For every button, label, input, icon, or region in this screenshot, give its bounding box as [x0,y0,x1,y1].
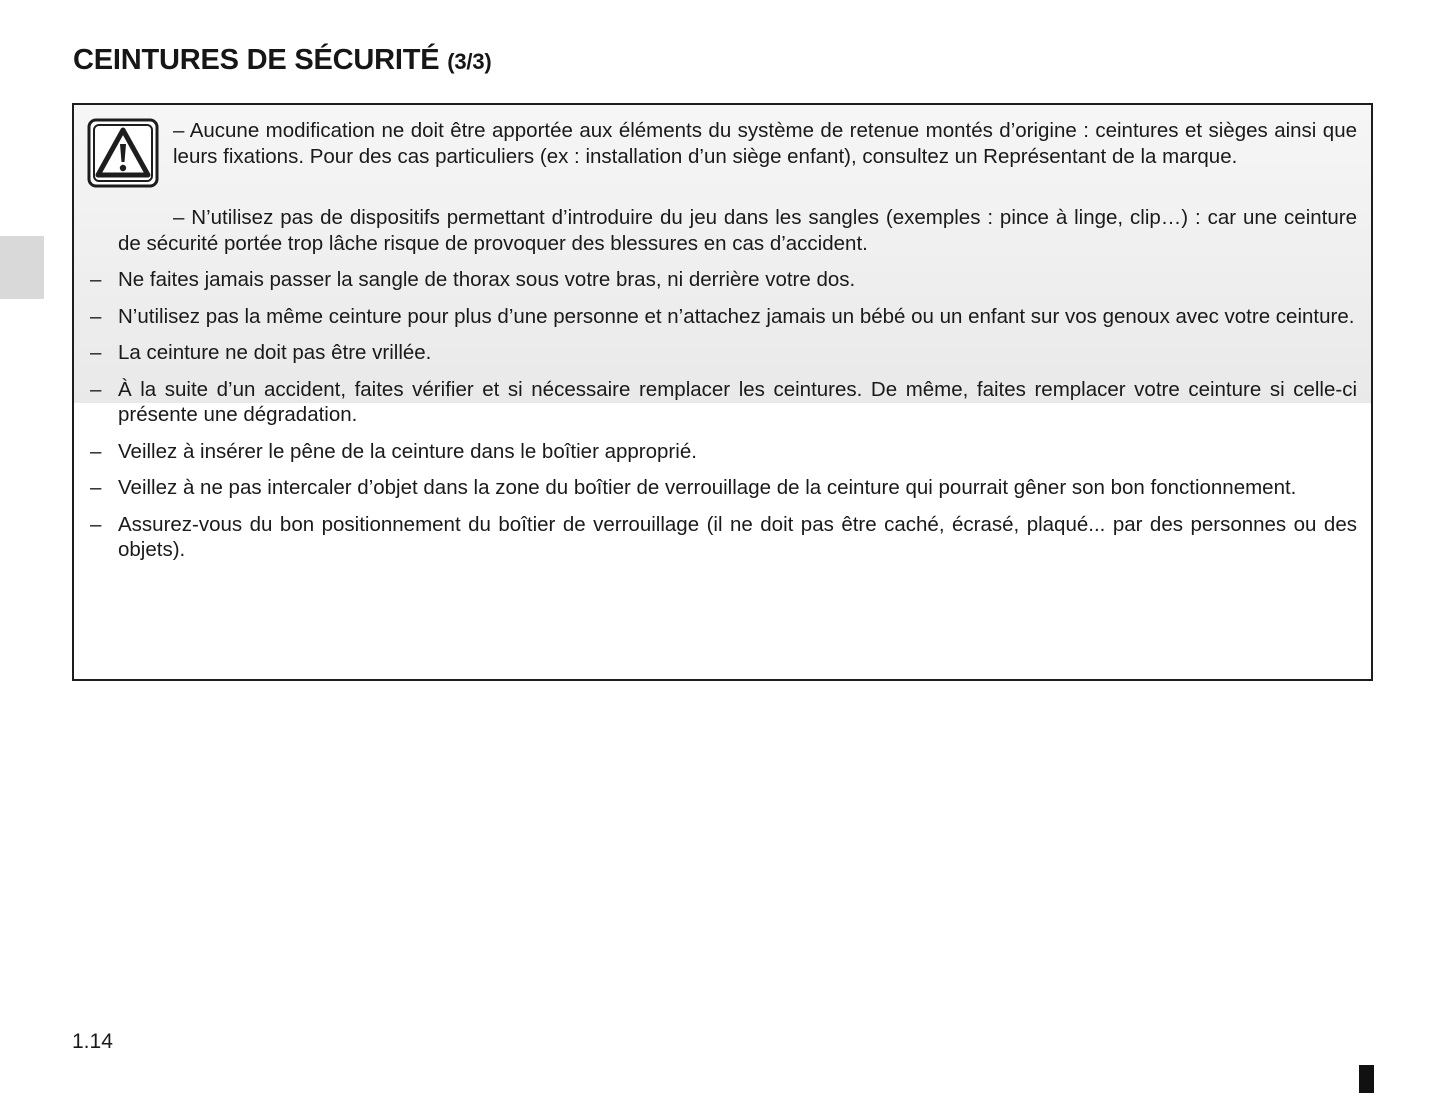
list-item [90,304,1357,330]
list-item [90,377,1357,428]
page-corner-marker [1359,1065,1374,1093]
list-item [90,512,1357,563]
bullet-dash: – [90,439,102,463]
list-item-text: Assurez-vous du bon positionnement du boîtier de verrouillage (il ne doit pas être caché, écrasé, plaqué... par des personnes ou des objets). [118,512,1357,561]
page-title [73,44,492,77]
bullet-dash: – [90,304,102,328]
warning-triangle-icon [87,118,159,188]
list-item-text: À la suite d’un accident, faites vérifier et si nécessaire remplacer les ceintures. De même, faites remplacer votre ceinture si celle-ci présente une dégradation. [118,377,1357,426]
list-item-text: Ne faites jamais passer la sangle de thorax sous votre bras, ni derrière votre dos. [118,268,856,291]
list-item [90,475,1357,501]
bullet-dash: – [90,341,102,364]
bullet-dash: – [90,512,102,536]
page-title-text: CEINTURES DE SÉCURITÉ [73,44,440,76]
list-item-text: La ceinture ne doit pas être vrillée. [118,341,432,364]
warning-second-text: – N’utilisez pas de dispositifs permettant d’introduire du jeu dans les sangles (exemples : pince à linge, clip…) : car une ceinture de sécurité portée trop lâche risque de provoquer des blessures en cas d’accident. [118,206,1357,255]
chapter-tab [0,236,44,299]
page-title-suffix: (3/3) [447,49,492,74]
list-item-text: N’utilisez pas la même ceinture pour plus d’une personne et n’attachez jamais un bébé ou un enfant sur vos genoux avec votre ceinture. [118,304,1355,328]
list-item [90,340,1357,366]
bullet-dash: – [90,377,102,401]
page-number: 1.14 [72,1030,113,1053]
list-item [90,439,1357,465]
list-item-text: Veillez à insérer le pêne de la ceinture dans le boîtier approprié. [118,439,697,463]
list-item [90,267,1357,293]
list-item-text: Veillez à ne pas intercaler d’objet dans la zone du boîtier de verrouillage de la ceinture qui pourrait gêner son bon fonctionnement. [118,476,1297,499]
warning-box [72,103,1373,681]
warning-intro-text: – Aucune modification ne doit être apportée aux éléments du système de retenue montés d’origine : ceintures et sièges ainsi que leurs fixations. Pour des cas particuliers (ex : installation d’un siège enfant), consultez un Représentant de la marque. [173,119,1357,168]
bullet-dash: – [90,476,102,499]
bullet-dash: – [90,268,102,291]
warning-list [90,267,1357,574]
